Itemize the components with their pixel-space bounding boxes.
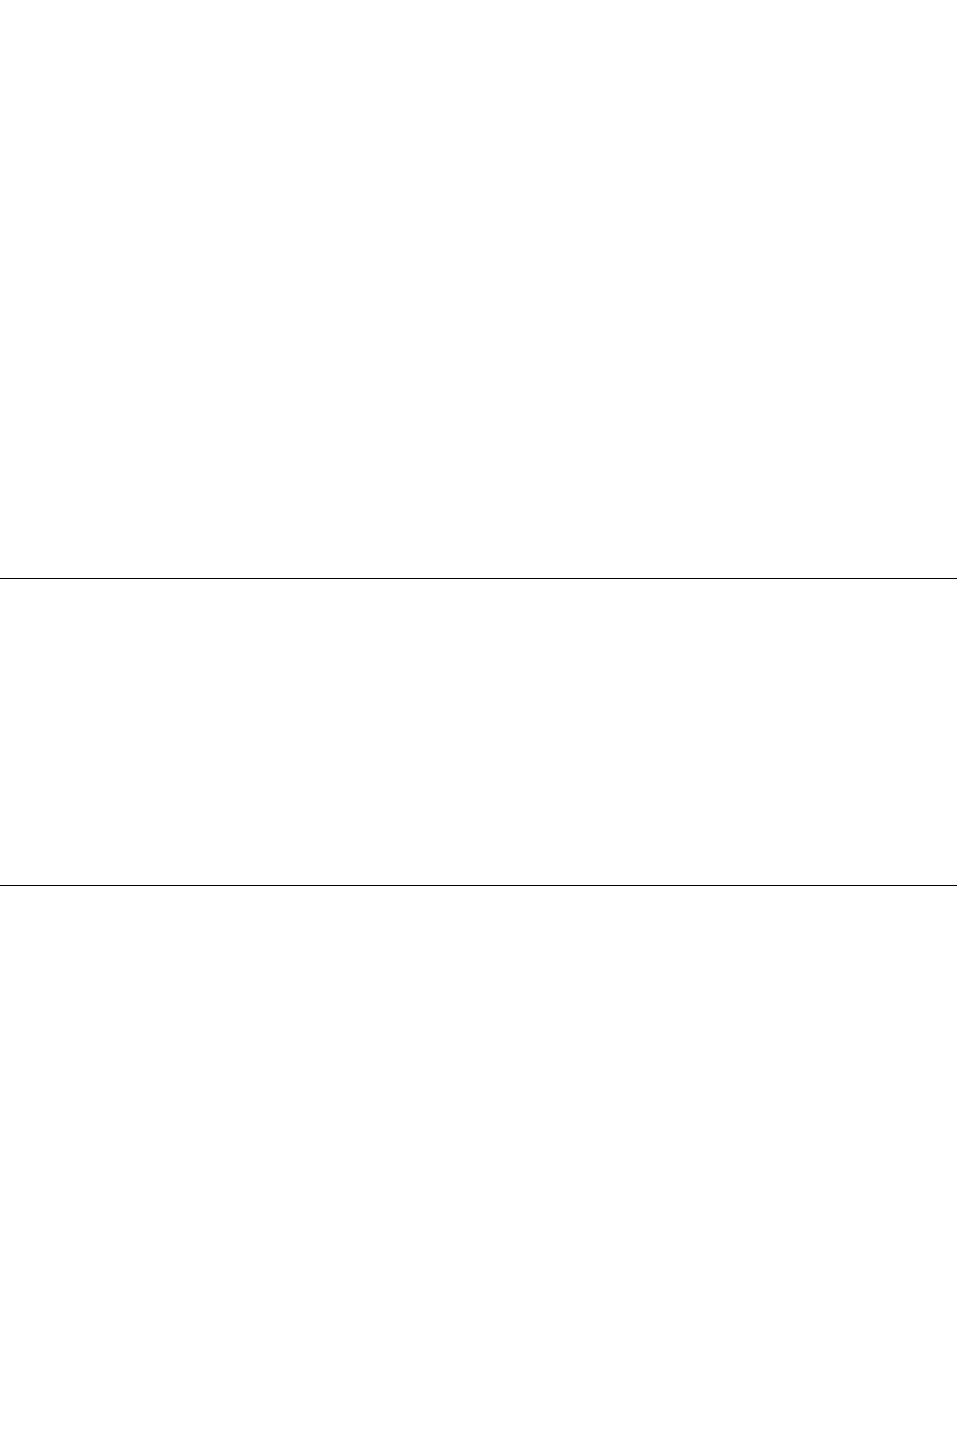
stats-header-rule [0, 578, 957, 579]
stats-total-rule [0, 885, 957, 886]
